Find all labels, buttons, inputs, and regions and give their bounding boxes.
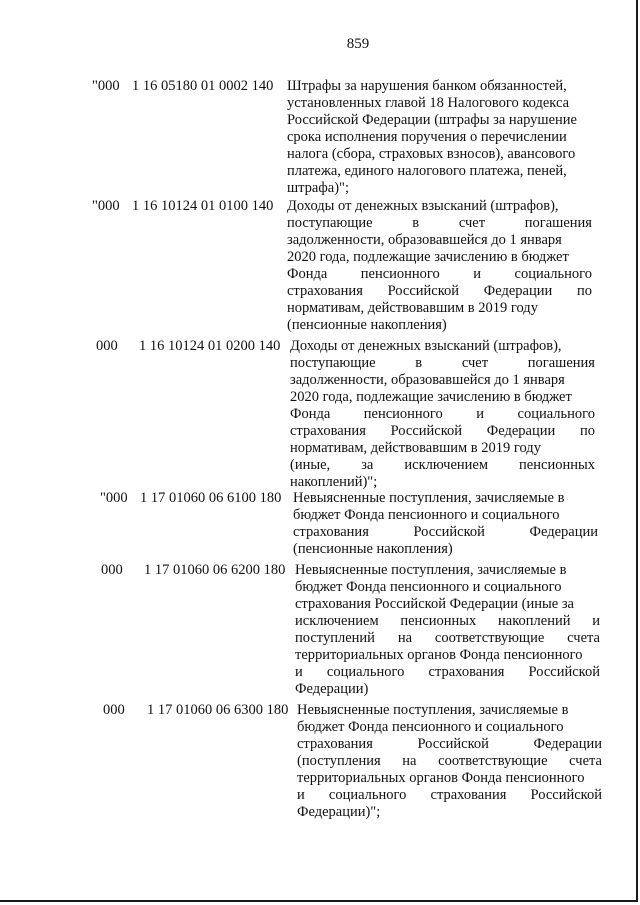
description-line: бюджет Фонда пенсионного и социального (293, 507, 560, 523)
description-line: штрафа)"; (287, 180, 349, 196)
description-line: страхования Российской Федерации по (287, 283, 592, 299)
description-line: установленных главой 18 Налогового кодекса (287, 95, 569, 111)
description-line: и социального страхования Российской (297, 787, 602, 803)
row-prefix: 000 (103, 702, 125, 718)
kbk-code: 1 17 01060 06 6100 180 (140, 490, 282, 506)
description-line: 2020 года, подлежащие зачислению в бюджет (287, 249, 569, 265)
description-line: Федерации)"; (297, 804, 381, 820)
description-line: Невыясненные поступления, зачисляемые в (293, 490, 565, 506)
description-line: бюджет Фонда пенсионного и социального (295, 579, 562, 595)
description-line: платежа, единого налогового платежа, пеней, (287, 163, 567, 179)
description-line: Невыясненные поступления, зачисляемые в (297, 702, 569, 718)
page-number: 859 (346, 36, 370, 52)
description-line: нормативам, действовавшим в 2019 году (287, 300, 538, 316)
kbk-code: 1 16 10124 01 0200 140 (139, 338, 281, 354)
description-line: бюджет Фонда пенсионного и социального (297, 719, 564, 735)
kbk-code: 1 16 05180 01 0002 140 (132, 78, 274, 94)
row-prefix: 000 (96, 338, 118, 354)
row-description (295, 562, 600, 698)
row-description (287, 198, 592, 334)
description-line: накоплений)"; (290, 474, 378, 490)
row-description (297, 702, 602, 821)
description-line: Доходы от денежных взысканий (штрафов), (290, 338, 562, 354)
description-line: страхования Российской Федерации по (290, 423, 595, 439)
description-line: поступлений на соответствующие счета (295, 630, 600, 646)
description-line: нормативам, действовавшим в 2019 году (290, 440, 541, 456)
row-prefix: "000 (92, 78, 120, 94)
description-line: Невыясненные поступления, зачисляемые в (295, 562, 567, 578)
description-line: Фонда пенсионного и социального (290, 406, 595, 422)
description-line: поступающие в счет погашения (287, 215, 592, 231)
row-description (287, 78, 592, 197)
row-prefix: 000 (101, 562, 123, 578)
page-edge-bottom (0, 900, 638, 902)
description-line: задолженности, образовавшейся до 1 января (290, 372, 565, 388)
row-description (290, 338, 595, 491)
description-line: (поступления на соответствующие счета (297, 753, 602, 769)
description-line: Федерации) (295, 681, 369, 697)
description-line: (пенсионные накопления) (293, 541, 453, 557)
description-line: Фонда пенсионного и социального (287, 266, 592, 282)
description-line: срока исполнения поручения о перечислении (287, 129, 567, 145)
description-line: 2020 года, подлежащие зачислению в бюджет (290, 389, 572, 405)
description-line: территориальных органов Фонда пенсионного (295, 647, 583, 663)
row-prefix: "000 (100, 490, 128, 506)
description-line: (иные, за исключением пенсионных (290, 457, 595, 473)
description-line: и социального страхования Российской (295, 664, 600, 680)
description-line: поступающие в счет погашения (290, 355, 595, 371)
description-line: территориальных органов Фонда пенсионного (297, 770, 585, 786)
description-line: (пенсионные накопления) (287, 317, 447, 333)
page-edge-right (636, 0, 638, 900)
description-line: исключением пенсионных накоплений и (295, 613, 600, 629)
description-line: Российской Федерации (штрафы за нарушение (287, 112, 577, 128)
kbk-code: 1 16 10124 01 0100 140 (132, 198, 274, 214)
row-description (293, 490, 598, 558)
description-line: страхования Российской Федерации (иные за (295, 596, 574, 612)
kbk-code: 1 17 01060 06 6200 180 (144, 562, 286, 578)
description-line: задолженности, образовавшейся до 1 января (287, 232, 562, 248)
description-line: страхования Российской Федерации (293, 524, 598, 540)
kbk-code: 1 17 01060 06 6300 180 (147, 702, 289, 718)
description-line: страхования Российской Федерации (297, 736, 602, 752)
description-line: Штрафы за нарушения банком обязанностей, (287, 78, 567, 94)
description-line: налога (сбора, страховых взносов), авансового (287, 146, 576, 162)
row-prefix: "000 (92, 198, 120, 214)
description-line: Доходы от денежных взысканий (штрафов), (287, 198, 559, 214)
